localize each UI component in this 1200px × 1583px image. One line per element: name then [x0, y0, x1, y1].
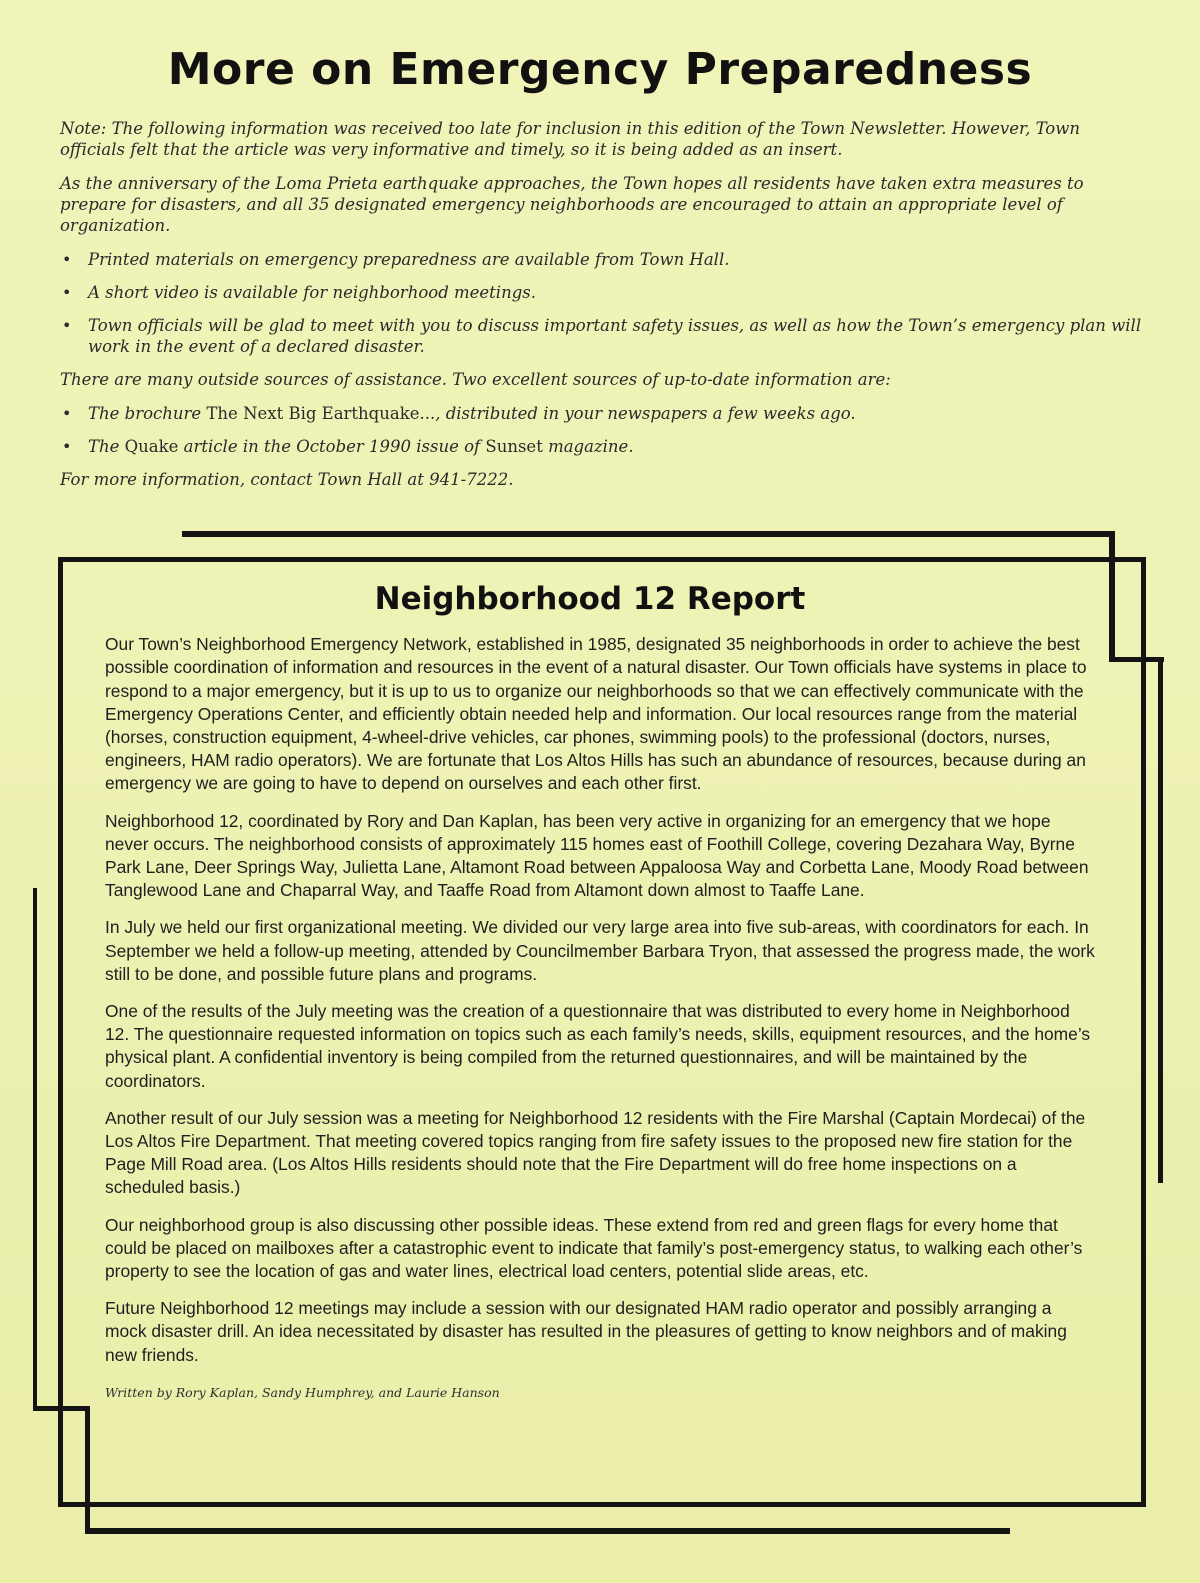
frame-line — [33, 1406, 90, 1411]
frame-line — [85, 1528, 1010, 1534]
frame-line — [1109, 531, 1115, 660]
source-text: The — [88, 437, 125, 456]
frame-line — [1109, 657, 1164, 662]
report-paragraph: Another result of our July session was a meeting for Neighborhood 12 residents with the Fire Marshal (Captain Mordecai) of the Los Altos Fire Department. That meeting covered topics ranging from fire safety issues to the proposed new fire station for the Page Mill Road area. (Los Altos Hills residents should note that the Fire Department will do free home inspections on a scheduled basis.) — [105, 1107, 1086, 1198]
editor-note: Note: The following information was received too late for inclusion in this edition of the Town Newsletter. However, Town officials felt that the article was very informative and timely, so it is being added as an insert. — [60, 119, 1080, 159]
report-paragraph: Our neighborhood group is also discussing other possible ideas. These extend from red and green flags for every home that could be placed on mailboxes after a catastrophic event to indicate that family’s post-emergency status, to walking each other’s property to see the location of gas and water lines, electrical load centers, potential slide areas, etc. — [105, 1214, 1083, 1282]
list-item: • Town officials will be glad to meet with you to discuss important safety issues, as well as how the Town’s emergency plan will work in the event of a declared disaster. — [60, 315, 1145, 357]
outside-sources-lead: There are many outside sources of assistance. Two excellent sources of up-to-date information are: — [60, 370, 891, 389]
byline: Written by Rory Kaplan, Sandy Humphrey, and Laurie Hanson — [105, 1384, 500, 1400]
report-paragraph: Neighborhood 12, coordinated by Rory and Dan Kaplan, has been very active in organizing for an emergency that we hope never occurs. The neighborhood consists of approximately 115 homes east of Foothill College, covering Dezahara Way, Byrne Park Lane, Deer Springs Way, Julietta Lane, Altamont Road between Appaloosa Way and Corbetta Lane, Moody Road between Tanglewood Lane and Chaparral Way, and Taaffe Road from Altamont down almost to Taaffe Lane. — [105, 810, 1089, 901]
list-item — [60, 436, 1145, 457]
source-text: article in the October 1990 issue of — [178, 437, 486, 456]
page-title: More on Emergency Preparedness — [167, 44, 1033, 95]
frame-line — [182, 531, 1114, 537]
frame-line — [85, 1406, 90, 1533]
frame-line — [33, 888, 37, 1410]
anniversary-paragraph: As the anniversary of the Loma Prieta earthquake approaches, the Town hopes all residents have taken extra measures to prepare for disasters, and all 35 designated emergency neighborhoods are encouraged to attain an appropriate level of organization. — [60, 174, 1084, 235]
brochure-title: The Next Big Earthquake... — [206, 404, 436, 423]
intro-section — [60, 118, 1145, 503]
report-paragraph: Our Town’s Neighborhood Emergency Network, established in 1985, designated 35 neighborhoods in order to achieve the best possible coordination of information and resources in the event of a natural disaster. Our Town officials have systems in place to respond to a major emergency, but it is up to us to organize our neighborhoods so that we can effectively communicate with the Emergency Operations Center, and efficiently obtain needed help and information. Our local resources range from the material (horses, construction equipment, 4-wheel-drive vehicles, car phones, swimming pools) to the professional (doctors, nurses, engineers, HAM radio operators). We are fortunate that Los Altos Hills has such an abundance of resources, because during an emergency we are going to have to depend on ourselves and each other first. — [105, 634, 1087, 794]
list-item: • Printed materials on emergency preparedness are available from Town Hall. — [60, 249, 1145, 270]
neighborhood-report — [105, 581, 1095, 1404]
frame-line — [1141, 557, 1146, 1507]
report-paragraph: Future Neighborhood 12 meetings may include a session with our designated HAM radio operator and possibly arranging a mock disaster drill. An idea necessitated by disaster has resulted in the pleasures of getting to know neighbors and of making new friends. — [105, 1298, 1067, 1365]
list-item — [60, 403, 1145, 424]
frame-line — [58, 557, 63, 1507]
magazine-title: Sunset — [485, 437, 543, 456]
outside-sources-list — [60, 403, 1145, 457]
contact-line: For more information, contact Town Hall at 941-7222. — [60, 470, 514, 489]
report-paragraph: One of the results of the July meeting was the creation of a questionnaire that was distributed to every home in Neighborhood 12. The questionnaire requested information on topics such as each family’s needs, skills, equipment resources, and the home’s physical plant. A confidential inventory is being compiled from the returned questionnaires, and will be maintained by the coordinators. — [105, 1001, 1091, 1091]
report-title: Neighborhood 12 Report — [374, 581, 806, 617]
report-paragraph: In July we held our first organizational meeting. We divided our very large area into five sub-areas, with coordinators for each. In September we held a follow-up meeting, attended by Councilmember Barbara Tryon, that assessed the progress made, the work still to be done, and possible future plans and programs. — [105, 917, 1095, 984]
source-text: The brochure — [88, 404, 207, 423]
frame-line — [58, 1502, 1146, 1507]
source-text: , distributed in your newspapers a few weeks ago. — [435, 404, 856, 423]
frame-line — [1158, 657, 1163, 1183]
town-resources-list — [60, 249, 1145, 357]
list-item: • A short video is available for neighborhood meetings. — [60, 282, 1145, 303]
article-title: Quake — [124, 437, 179, 456]
frame-line — [58, 557, 1146, 562]
source-text: magazine. — [542, 437, 634, 456]
